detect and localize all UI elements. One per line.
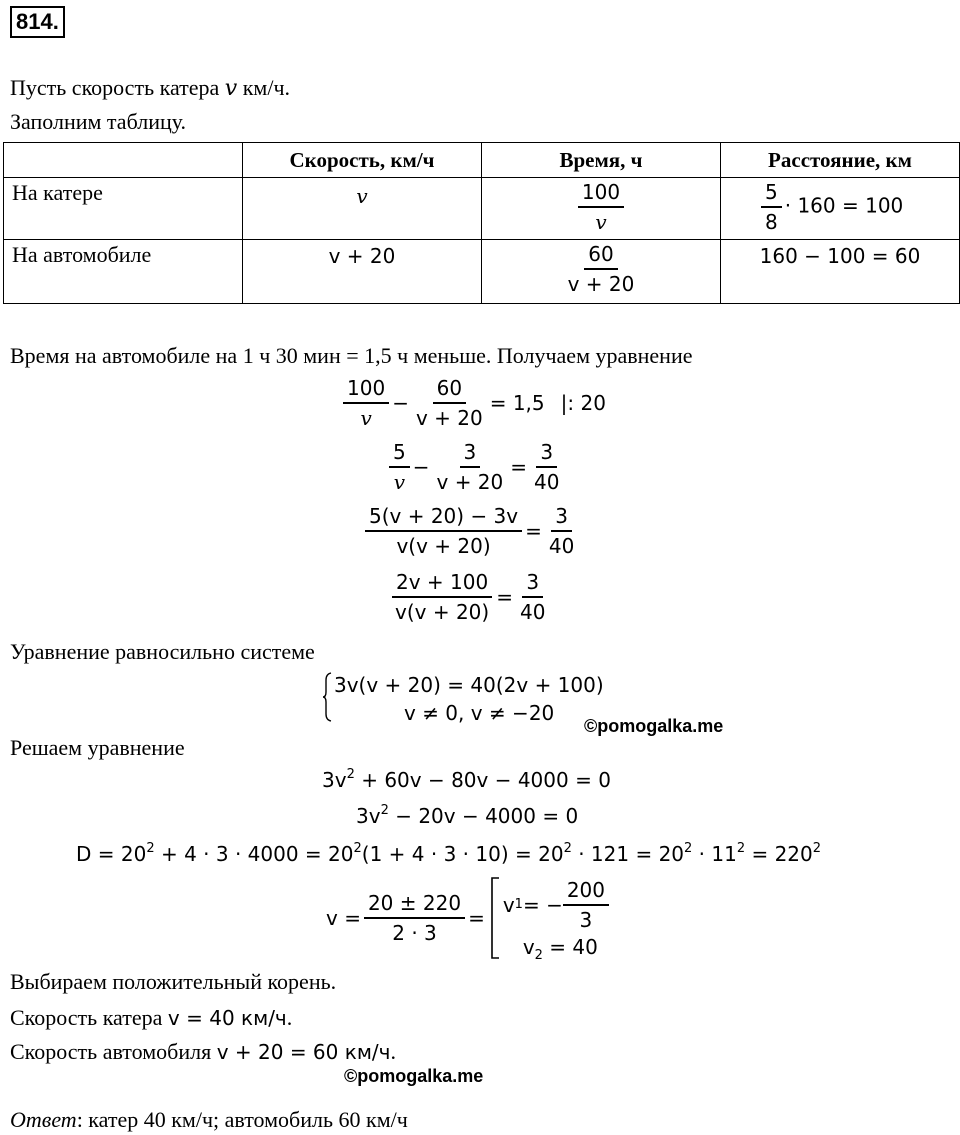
system-brace xyxy=(322,672,332,728)
curly-brace-icon xyxy=(322,672,332,722)
table-header-row xyxy=(4,143,960,178)
car-speed: v + 20 xyxy=(243,240,482,304)
equation-4: $\frac{2v + 100}{v(v + 20)}$ = $\frac{3}{40}$ xyxy=(388,568,552,626)
row-label-boat: На катере xyxy=(4,178,243,240)
root-1: v 1 = − $\frac{200}{3}$ xyxy=(503,876,612,934)
car-distance: 160 − 100 = 60 xyxy=(721,240,960,304)
time-difference-text: Время на автомобиле на 1 ч 30 мин = 1,5 ч меньше. Получаем уравнение xyxy=(10,343,693,368)
system-line-2: v ≠ 0, v ≠ −20 xyxy=(404,701,555,725)
solution-table xyxy=(3,142,960,304)
table-header-time: Время, ч xyxy=(482,143,721,178)
system-line-1: 3v(v + 20) = 40(2v + 100) xyxy=(334,673,604,697)
table-header-distance: Расстояние, км xyxy=(721,143,960,178)
intro-text: Пусть скорость катера xyxy=(10,75,225,100)
car-speed-result: Скорость автомобиля v + 20 = 60 км/ч. xyxy=(10,1039,396,1064)
table-header-speed: Скорость, км/ч xyxy=(243,143,482,178)
equation-1: $\frac{100}{v}$ − $\frac{60}{v + 20}$ = 1,5 |: 20 xyxy=(340,374,606,432)
boat-speed: v xyxy=(243,178,482,240)
watermark: ©pomogalka.me xyxy=(344,1066,484,1086)
equation-5: $3v^2 + 60v - 80v - 4000 = 0$ xyxy=(322,767,611,792)
table-header-empty xyxy=(4,143,243,178)
problem-number: 814. xyxy=(10,6,65,38)
solve-intro-text: Решаем уравнение xyxy=(10,735,185,760)
answer xyxy=(10,1106,408,1134)
answer-text: : катер 40 км/ч; автомобиль 60 км/ч xyxy=(76,1107,408,1132)
root-2: $v_2 = 40$ xyxy=(522,935,598,963)
roots-list xyxy=(502,876,612,963)
row-label-car: На автомобиле xyxy=(4,240,243,304)
table-row xyxy=(4,178,960,240)
answer-label: Ответ xyxy=(10,1107,77,1132)
choose-root-text: Выбираем положительный корень. xyxy=(10,969,337,994)
table-row xyxy=(4,240,960,304)
intro-variable: v xyxy=(224,76,238,101)
intro-line-1 xyxy=(10,74,290,103)
intro-line-2: Заполним таблицу. xyxy=(10,109,187,134)
watermark: ©pomogalka.me xyxy=(584,716,724,736)
discriminant-equation: $D = 20^2 + 4 \cdot 3 \cdot 4000 = 20^2(1 + 4 \cdot 3 \cdot 10) = 20^2 \cdot 121 = 20^2 \cdot 11^2 = 220^2$ xyxy=(76,841,822,866)
intro-unit: км/ч. xyxy=(237,75,291,100)
equation-6: $3v^2 - 20v - 4000 = 0$ xyxy=(356,803,579,828)
square-bracket-icon xyxy=(489,876,501,960)
boat-time: $\frac{100}{v}$ xyxy=(482,178,721,240)
car-time: $\frac{60}{v + 20}$ xyxy=(482,240,721,304)
equation-3: $\frac{5(v + 20) - 3v}{v(v + 20)}$ = $\frac{3}{40}$ xyxy=(362,502,581,560)
boat-speed-result: Скорость катера v = 40 км/ч. xyxy=(10,1005,293,1030)
boat-distance: $\frac{5}{8}$ · 160 = 100 xyxy=(721,178,960,240)
system-intro-text: Уравнение равносильно системе xyxy=(10,639,315,664)
roots-equation: v = $\frac{20 \pm 220}{2 \cdot 3}$ = v 1 = − $\frac{200}{3}$ $v_2 = 40$ xyxy=(326,876,612,960)
equation-2: $\frac{5}{v}$ − $\frac{3}{v + 20}$ = $\frac{3}{40}$ xyxy=(386,438,566,496)
